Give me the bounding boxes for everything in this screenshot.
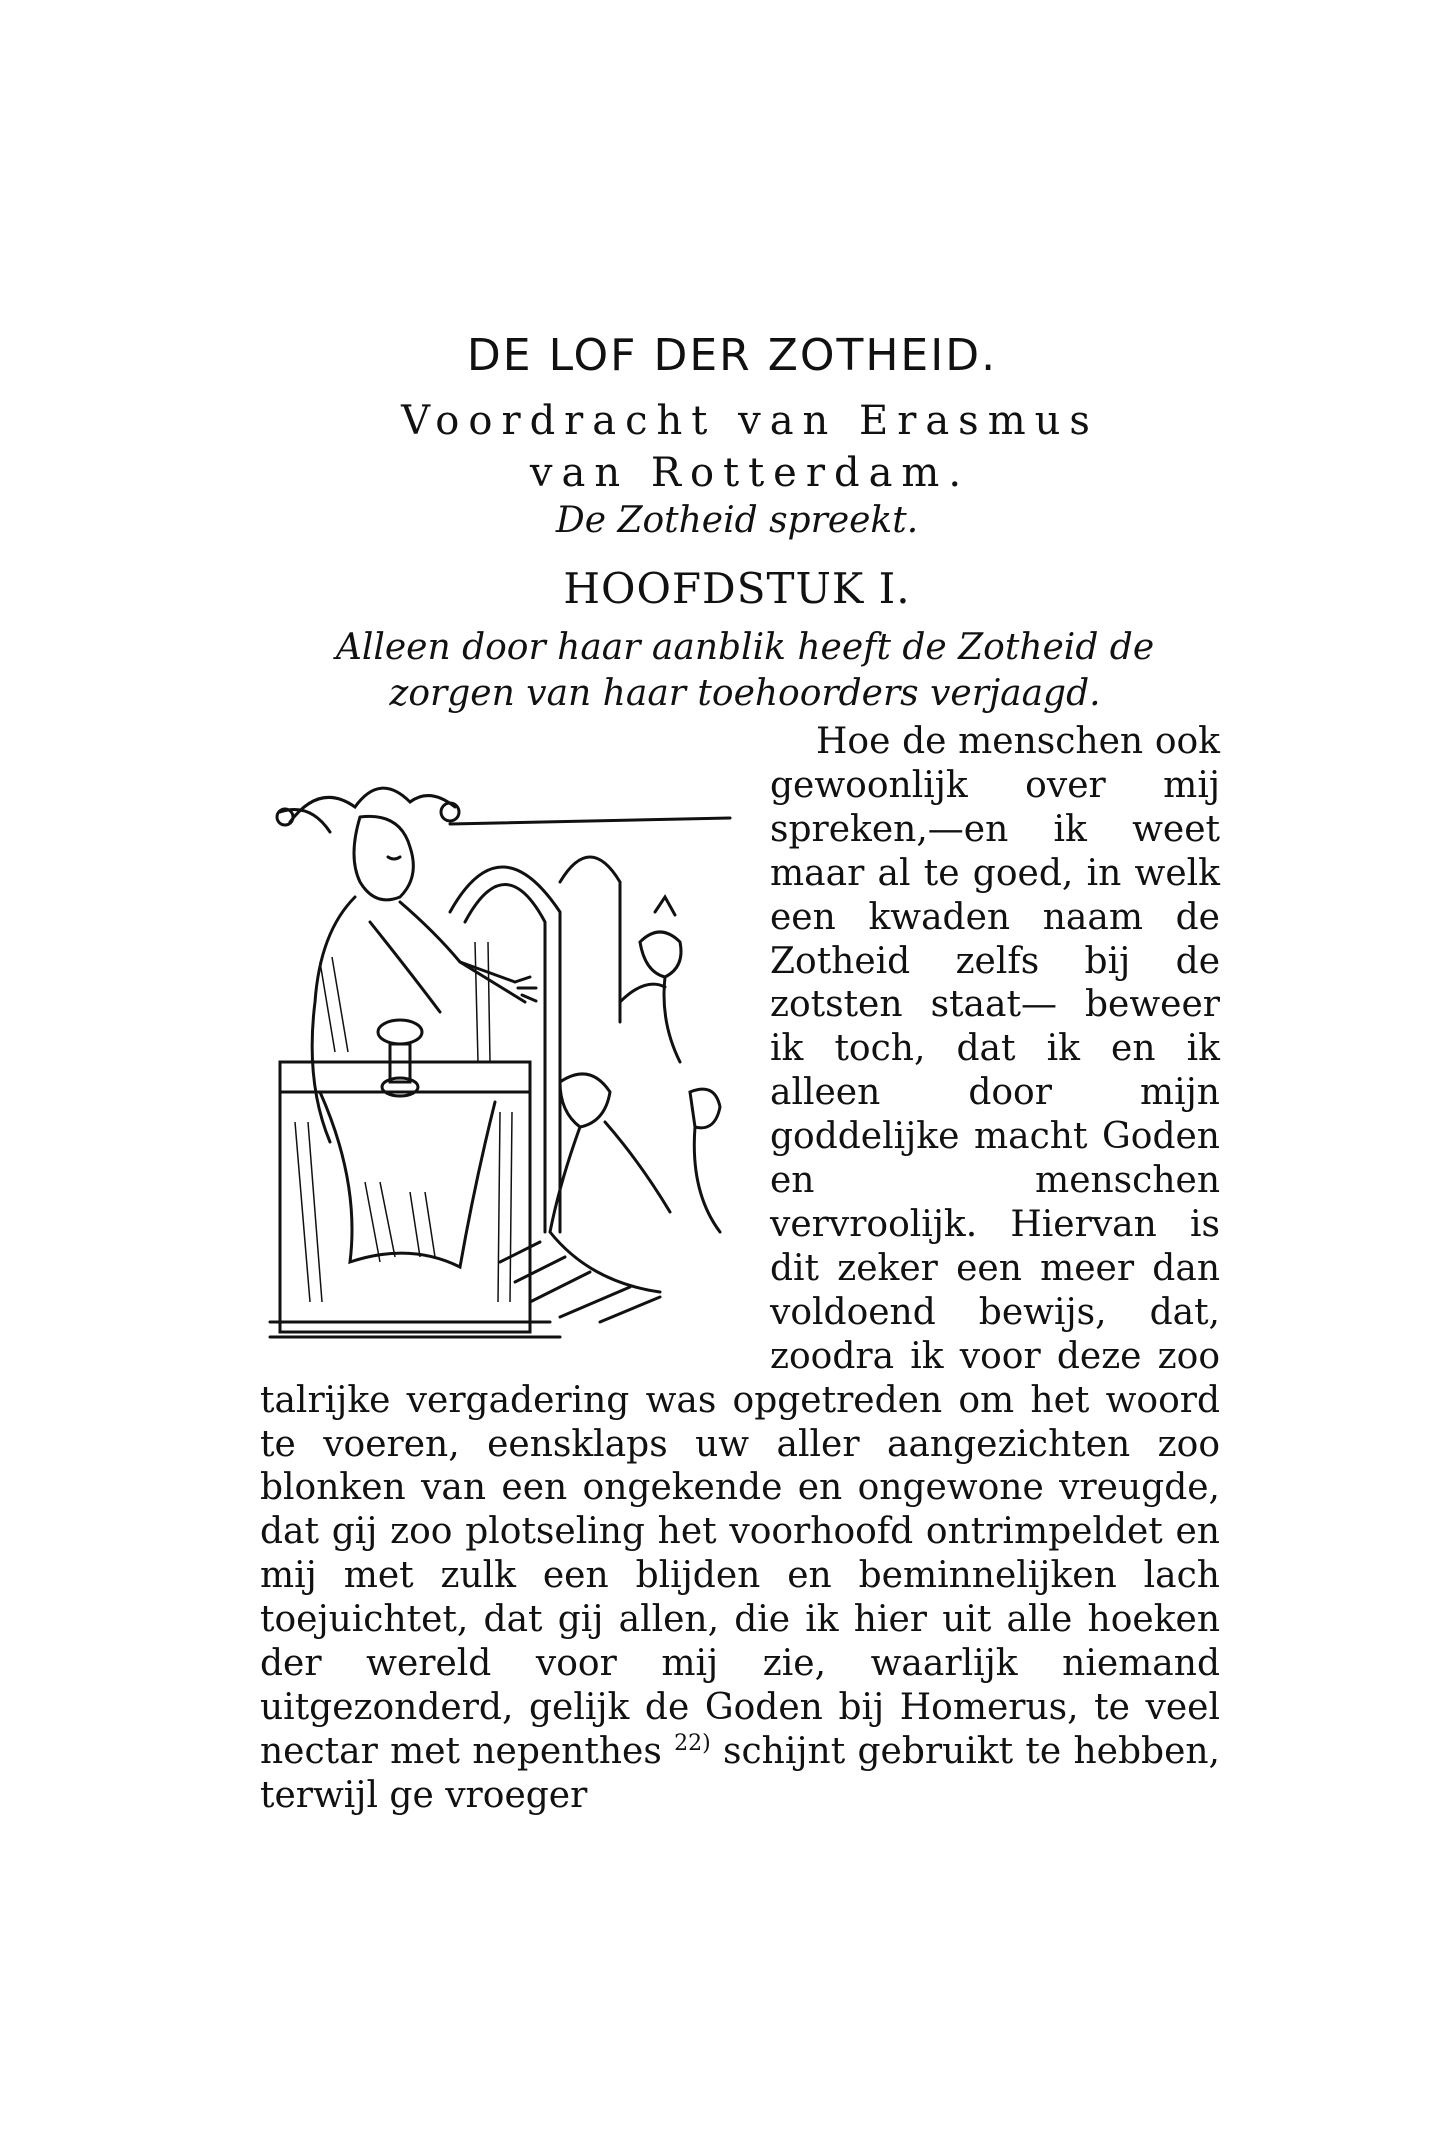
speaker-line: De Zotheid spreekt. (555, 500, 919, 541)
byline-line-1: Voordracht van Erasmus (401, 398, 1099, 444)
body-text (260, 720, 1220, 1818)
woodcut-illustration (260, 762, 740, 1352)
woodcut-folly-preaching-image (260, 762, 740, 1352)
footnote-reference[interactable]: 22) (674, 1730, 711, 1756)
byline-line-2: van Rotterdam. (529, 450, 971, 496)
byline (330, 395, 1170, 499)
chapter-heading: HOOFDSTUK I. (563, 564, 911, 613)
paragraph-text-2: schijnt gebruikt te hebben, terwijl ge vroeger (260, 1730, 1220, 1816)
chapter-summary: Alleen door haar aanblik heeft de Zotheid de zorgen van haar toehoorders verjaagd. (335, 627, 1155, 714)
book-title: DE LOF DER ZOTHEID. (466, 330, 998, 381)
paragraph-text-1: Hoe de menschen ook gewoonlijk over mij spreken,—en ik weet maar al te goed, in welk een kwaden naam de Zotheid zelfs bij de zotsten staat— beweer ik toch, dat ik en ik alleen door mijn goddelijke macht Goden en menschen vervroolijk. Hiervan is dit zeker een meer dan voldoend bewijs, dat, zoodra ik voor deze zoo talrijke vergadering was opgetreden om het woord te voeren, eensklaps uw aller aangezichten zoo blonken van een ongekende en ongewone vreugde, dat gij zoo plotseling het voorhoofd ontrimpeldet en mij met zulk een blijden en beminnelijken lach toejuichtet, dat gij allen, die ik hier uit alle hoeken der wereld voor mij zie, waarlijk niemand uitgezonderd, gelijk de Goden bij Homerus, te veel nectar met nepenthes (260, 721, 1220, 1772)
